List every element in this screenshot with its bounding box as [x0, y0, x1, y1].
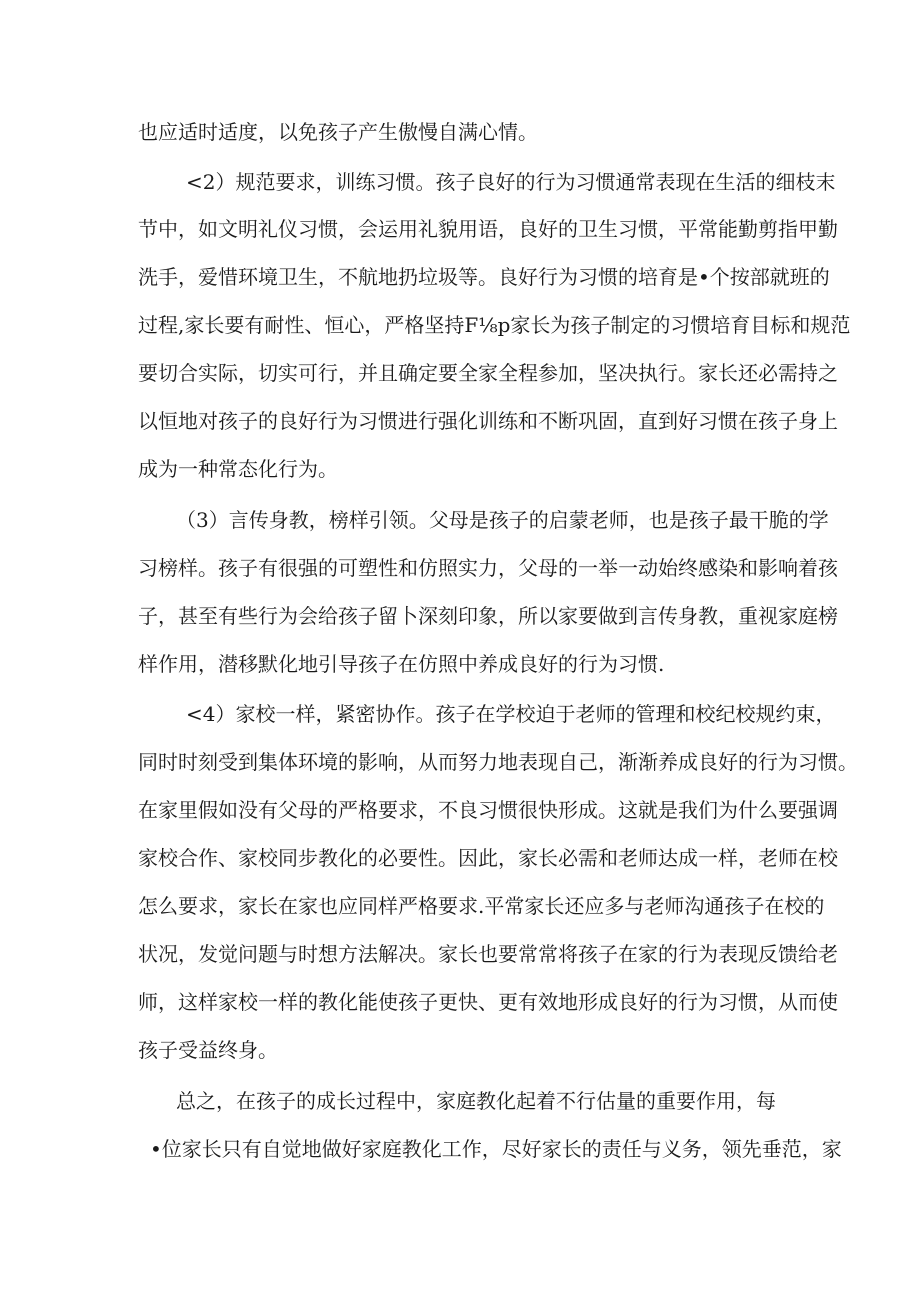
text-line: •位家长只有自觉地做好家庭教化工作，尽好家长的责任与义务，领先垂范，家: [150, 1137, 842, 1161]
paragraph-4-heading-line: <4）家校一样，紧密协作。孩子在学校迫于老师的管理和校纪校规约束，: [186, 702, 836, 726]
text-line: 要切合实际，切实可行，并且确定要全家全程参加，坚决执行。家长还必需持之: [138, 361, 838, 385]
text-line: 同时时刻受到集体环境的影响，从而努力地表现自己，渐渐养成良好的行为习惯。: [138, 750, 858, 774]
text-line: 节中，如文明礼仪习惯，会运用礼貌用语，良好的卫生习惯，平常能勤剪指甲勤: [138, 217, 838, 241]
text-line: 洗手，爱惜环境卫生，不航地扔垃圾等。良好行为习惯的培育是•个按部就班的: [138, 265, 830, 289]
text-line: 过程,家长要有耐性、恒心，严格坚持F⅛p家长为孩子制定的习惯培育目标和规范: [138, 313, 851, 337]
conclusion-heading-line: 总之，在孩子的成长过程中，家庭教化起着不行估量的重要作用，每: [176, 1089, 776, 1113]
text-line: 样作用，潜移默化地引导孩子在仿照中养成良好的行为习惯.: [138, 652, 665, 676]
paragraph-3-heading-line: （3）言传身教，榜样引领。父母是孩子的启蒙老师，也是孩子最干脆的学: [176, 508, 829, 532]
text-line: 状况，发觉问题与时想方法解决。家长也要常常将孩子在家的行为表现反馈给老: [138, 942, 838, 966]
text-line: 师，这样家校一样的教化能使孩子更快、更有效地形成良好的行为习惯，从而使: [138, 990, 838, 1014]
paragraph-2-heading-line: <2）规范要求，训练习惯。孩子良好的行为习惯通常表现在生活的细枝末: [186, 170, 836, 194]
text-line: 孩子受益终身。: [138, 1038, 278, 1062]
text-line: 以恒地对孩子的良好行为习惯进行强化训练和不断巩固，直到好习惯在孩子身上: [138, 409, 838, 433]
text-line: 在家里假如没有父母的严格要求，不良习惯很快形成。这就是我们为什么要强调: [138, 798, 838, 822]
text-line: 子，甚至有些行为会给孩子留卜深刻印象，所以家要做到言传身教，重视家庭榜: [138, 604, 838, 628]
text-line: 成为一种常态化行为。: [138, 457, 338, 481]
text-line: 家校合作、家校同步教化的必要性。因此，家长必需和老师达成一样，老师在校: [138, 846, 838, 870]
text-line: 也应适时适度，以免孩子产生傲慢自满心情。: [138, 120, 538, 144]
text-line: 怎么要求，家长在家也应同样严格要求.平常家长还应多与老师沟通孩子在校的: [138, 894, 825, 918]
text-line: 习榜样。孩子有很强的可塑性和仿照实力，父母的一举一动始终感染和影响着孩: [138, 556, 838, 580]
